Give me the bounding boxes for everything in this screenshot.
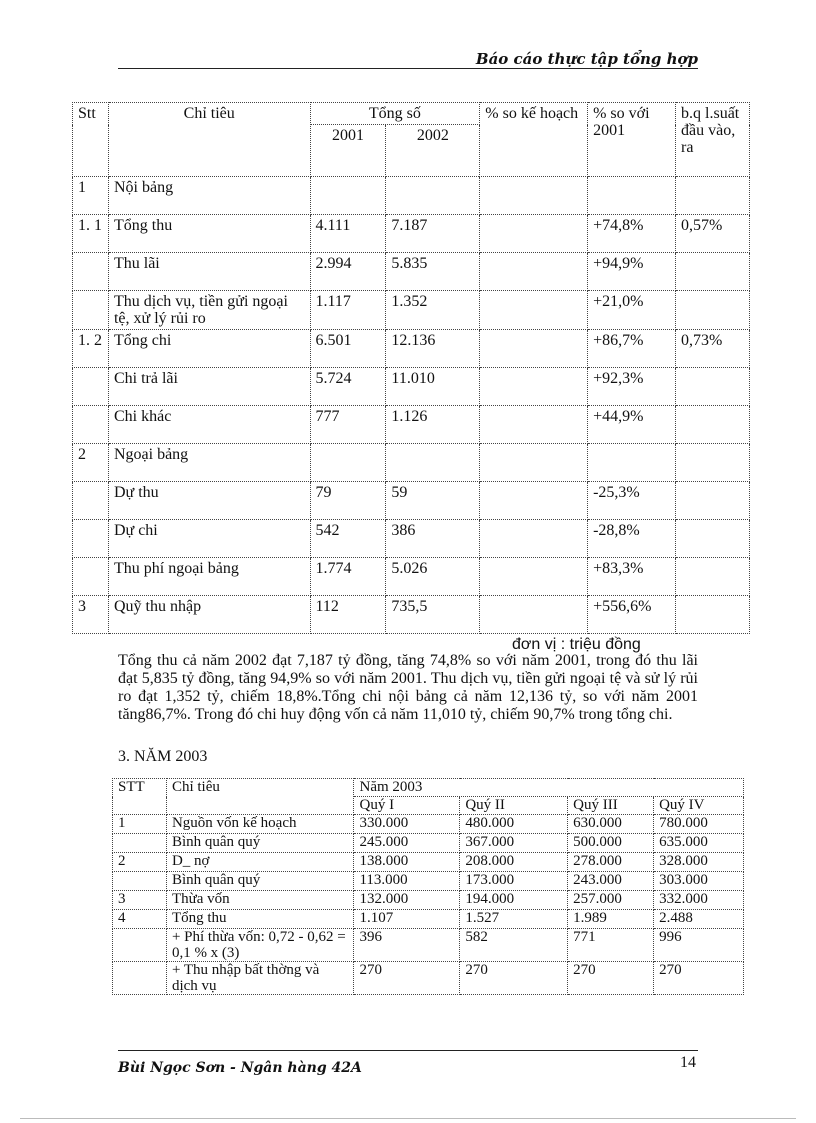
header-so-voi-2001: % so với 2001 xyxy=(588,103,676,177)
cell-stt xyxy=(73,406,109,444)
cell-pct: +86,7% xyxy=(588,330,676,368)
cell-q4: 996 xyxy=(654,929,744,962)
footer-rule xyxy=(118,1050,698,1051)
t2-header-q1: Quý I xyxy=(354,797,460,815)
cell-q1: 1.107 xyxy=(354,910,460,929)
cell-v2002: 735,5 xyxy=(386,596,480,634)
cell-q4: 2.488 xyxy=(654,910,744,929)
cell-v2002: 1.352 xyxy=(386,291,480,330)
t2-header-q2: Quý II xyxy=(460,797,568,815)
cell-q4: 332.000 xyxy=(654,891,744,910)
cell-stt: 1 xyxy=(73,177,109,215)
cell-v2002: 5.026 xyxy=(386,558,480,596)
header-rule xyxy=(118,68,698,69)
table-row xyxy=(73,330,750,368)
cell-q1: 138.000 xyxy=(354,853,460,872)
cell-bq xyxy=(676,520,750,558)
cell-bq: 0,57% xyxy=(676,215,750,253)
cell-chi_tieu: Thu phí ngoại bảng xyxy=(108,558,310,596)
cell-stt: 4 xyxy=(113,910,167,929)
cell-bq: 0,73% xyxy=(676,330,750,368)
cell-v2001: 5.724 xyxy=(310,368,386,406)
cell-v2002: 12.136 xyxy=(386,330,480,368)
table-row xyxy=(73,291,750,330)
cell-v2002: 59 xyxy=(386,482,480,520)
cell-v2001 xyxy=(310,177,386,215)
cell-v2001: 1.774 xyxy=(310,558,386,596)
cell-pct xyxy=(588,444,676,482)
cell-bq xyxy=(676,177,750,215)
cell-q3: 771 xyxy=(568,929,654,962)
t2-header-nam: Năm 2003 xyxy=(354,779,744,797)
cell-v2001: 79 xyxy=(310,482,386,520)
cell-q4: 635.000 xyxy=(654,834,744,853)
cell-stt: 3 xyxy=(73,596,109,634)
page-header-title: Báo cáo thực tập tổng hợp xyxy=(475,50,698,68)
cell-bq xyxy=(676,596,750,634)
cell-chi_tieu: D_ nợ xyxy=(166,853,354,872)
table-row xyxy=(113,891,744,910)
table-row xyxy=(113,834,744,853)
header-chi-tieu: Chỉ tiêu xyxy=(108,103,310,177)
cell-stt: 2 xyxy=(113,853,167,872)
cell-kh xyxy=(480,558,588,596)
cell-q1: 245.000 xyxy=(354,834,460,853)
cell-v2002 xyxy=(386,444,480,482)
section-heading: 3. NĂM 2003 xyxy=(118,748,208,765)
cell-chi_tieu: Thu dịch vụ, tiền gửi ngoại tệ, xử lý rủi ro xyxy=(108,291,310,330)
cell-bq xyxy=(676,482,750,520)
header-2002: 2002 xyxy=(386,125,480,177)
cell-q4: 303.000 xyxy=(654,872,744,891)
cell-bq xyxy=(676,444,750,482)
table-row xyxy=(73,444,750,482)
cell-v2002 xyxy=(386,177,480,215)
cell-kh xyxy=(480,482,588,520)
cell-chi_tieu: Tổng chi xyxy=(108,330,310,368)
cell-stt: 2 xyxy=(73,444,109,482)
cell-kh xyxy=(480,406,588,444)
cell-stt xyxy=(73,558,109,596)
table-row xyxy=(113,815,744,834)
cell-stt xyxy=(73,482,109,520)
cell-pct: +21,0% xyxy=(588,291,676,330)
cell-chi_tieu: + Phí thừa vốn: 0,72 - 0,62 = 0,1 % x (3) xyxy=(166,929,354,962)
cell-kh xyxy=(480,330,588,368)
unit-note: đơn vị : triệu đồng xyxy=(512,636,641,653)
cell-v2002: 386 xyxy=(386,520,480,558)
cell-v2002: 11.010 xyxy=(386,368,480,406)
cell-chi_tieu: Tổng thu xyxy=(108,215,310,253)
footer-author: Bùi Ngọc Sơn - Ngân hàng 42A xyxy=(118,1060,362,1076)
cell-chi_tieu: Dự thu xyxy=(108,482,310,520)
table-row xyxy=(113,853,744,872)
cell-q2: 480.000 xyxy=(460,815,568,834)
cell-pct: -25,3% xyxy=(588,482,676,520)
cell-stt xyxy=(73,291,109,330)
t2-header-stt: STT xyxy=(113,779,167,815)
cell-pct: -28,8% xyxy=(588,520,676,558)
cell-pct: +92,3% xyxy=(588,368,676,406)
cell-q2: 1.527 xyxy=(460,910,568,929)
header-2001: 2001 xyxy=(310,125,386,177)
table-row xyxy=(73,406,750,444)
cell-kh xyxy=(480,253,588,291)
cell-q2: 582 xyxy=(460,929,568,962)
cell-stt xyxy=(113,834,167,853)
cell-stt: 1. 2 xyxy=(73,330,109,368)
cell-q2: 208.000 xyxy=(460,853,568,872)
cell-q1: 396 xyxy=(354,929,460,962)
cell-chi_tieu: Ngoại bảng xyxy=(108,444,310,482)
table-2003 xyxy=(112,778,744,995)
cell-bq xyxy=(676,558,750,596)
cell-v2001: 777 xyxy=(310,406,386,444)
table-row xyxy=(73,253,750,291)
cell-chi_tieu: Quỹ thu nhập xyxy=(108,596,310,634)
cell-v2001: 4.111 xyxy=(310,215,386,253)
cell-bq xyxy=(676,253,750,291)
table-row xyxy=(73,520,750,558)
cell-chi_tieu: Thu lãi xyxy=(108,253,310,291)
cell-q2: 367.000 xyxy=(460,834,568,853)
cell-q2: 270 xyxy=(460,962,568,995)
cell-chi_tieu: Nguồn vốn kế hoạch xyxy=(166,815,354,834)
table-row xyxy=(113,929,744,962)
page-number: 14 xyxy=(680,1054,696,1071)
cell-stt: 1 xyxy=(113,815,167,834)
cell-stt xyxy=(113,929,167,962)
cell-q4: 328.000 xyxy=(654,853,744,872)
header-tong-so: Tổng số xyxy=(310,103,480,125)
cell-v2001 xyxy=(310,444,386,482)
cell-v2001: 112 xyxy=(310,596,386,634)
cell-stt: 1. 1 xyxy=(73,215,109,253)
cell-q1: 330.000 xyxy=(354,815,460,834)
cell-kh xyxy=(480,368,588,406)
t2-header-q3: Quý III xyxy=(568,797,654,815)
table-row xyxy=(73,368,750,406)
table-row xyxy=(73,215,750,253)
cell-v2001: 2.994 xyxy=(310,253,386,291)
cell-v2001: 1.117 xyxy=(310,291,386,330)
cell-q3: 1.989 xyxy=(568,910,654,929)
table-row xyxy=(73,596,750,634)
cell-kh xyxy=(480,291,588,330)
table-row xyxy=(73,482,750,520)
cell-chi_tieu: Chi trả lãi xyxy=(108,368,310,406)
cell-v2002: 7.187 xyxy=(386,215,480,253)
cell-v2001: 542 xyxy=(310,520,386,558)
header-bq-lai-suat: b.q l.suất đầu vào, ra xyxy=(676,103,750,177)
header-stt: Stt xyxy=(73,103,109,177)
cell-q3: 278.000 xyxy=(568,853,654,872)
cell-q1: 113.000 xyxy=(354,872,460,891)
header-so-ke-hoach: % so kế hoạch xyxy=(480,103,588,177)
page-bottom-rule xyxy=(20,1118,796,1119)
cell-chi_tieu: Bình quân quý xyxy=(166,872,354,891)
cell-q3: 500.000 xyxy=(568,834,654,853)
cell-pct: +94,9% xyxy=(588,253,676,291)
cell-pct xyxy=(588,177,676,215)
cell-chi_tieu: Bình quân quý xyxy=(166,834,354,853)
cell-q3: 270 xyxy=(568,962,654,995)
table-row xyxy=(113,962,744,995)
cell-v2001: 6.501 xyxy=(310,330,386,368)
table-row xyxy=(73,558,750,596)
cell-bq xyxy=(676,368,750,406)
cell-kh xyxy=(480,177,588,215)
t2-header-q4: Quý IV xyxy=(654,797,744,815)
cell-kh xyxy=(480,596,588,634)
cell-pct: +83,3% xyxy=(588,558,676,596)
cell-q1: 270 xyxy=(354,962,460,995)
cell-bq xyxy=(676,406,750,444)
cell-chi_tieu: Tổng thu xyxy=(166,910,354,929)
cell-q2: 194.000 xyxy=(460,891,568,910)
cell-v2002: 5.835 xyxy=(386,253,480,291)
cell-q1: 132.000 xyxy=(354,891,460,910)
cell-stt xyxy=(73,368,109,406)
cell-chi_tieu: Thừa vốn xyxy=(166,891,354,910)
cell-chi_tieu: Dự chi xyxy=(108,520,310,558)
cell-stt xyxy=(73,520,109,558)
cell-v2002: 1.126 xyxy=(386,406,480,444)
cell-q2: 173.000 xyxy=(460,872,568,891)
table-row xyxy=(113,910,744,929)
cell-stt xyxy=(73,253,109,291)
summary-table-2001-2002 xyxy=(72,102,750,634)
cell-chi_tieu: + Thu nhập bất thờng và dịch vụ xyxy=(166,962,354,995)
cell-chi_tieu: Nội bảng xyxy=(108,177,310,215)
cell-pct: +556,6% xyxy=(588,596,676,634)
cell-bq xyxy=(676,291,750,330)
cell-q3: 630.000 xyxy=(568,815,654,834)
t2-header-chi-tieu: Chỉ tiêu xyxy=(166,779,354,815)
cell-kh xyxy=(480,520,588,558)
cell-q4: 270 xyxy=(654,962,744,995)
cell-kh xyxy=(480,215,588,253)
cell-stt xyxy=(113,872,167,891)
summary-paragraph: Tổng thu cả năm 2002 đạt 7,187 tỷ đồng, tăng 74,8% so với năm 2001, trong đó thu lãi đạt 5,835 tỷ đồng, tăng 94,9% so với năm 2001. Thu dịch vụ, tiền gửi ngoại tệ và sử lý rủi ro đạt 1,352 tỷ, chiếm 18,8%.Tổng chi nội bảng cả năm 12,136 tỷ, so với năm 2001 tăng86,7%. Trong đó chi huy động vốn cả năm 11,010 tỷ, chiếm 90,7% trong tổng chi. xyxy=(118,652,698,723)
cell-stt: 3 xyxy=(113,891,167,910)
cell-q3: 257.000 xyxy=(568,891,654,910)
cell-q4: 780.000 xyxy=(654,815,744,834)
cell-kh xyxy=(480,444,588,482)
table-row xyxy=(73,177,750,215)
cell-q3: 243.000 xyxy=(568,872,654,891)
cell-pct: +74,8% xyxy=(588,215,676,253)
table-row xyxy=(113,872,744,891)
cell-stt xyxy=(113,962,167,995)
cell-pct: +44,9% xyxy=(588,406,676,444)
cell-chi_tieu: Chi khác xyxy=(108,406,310,444)
